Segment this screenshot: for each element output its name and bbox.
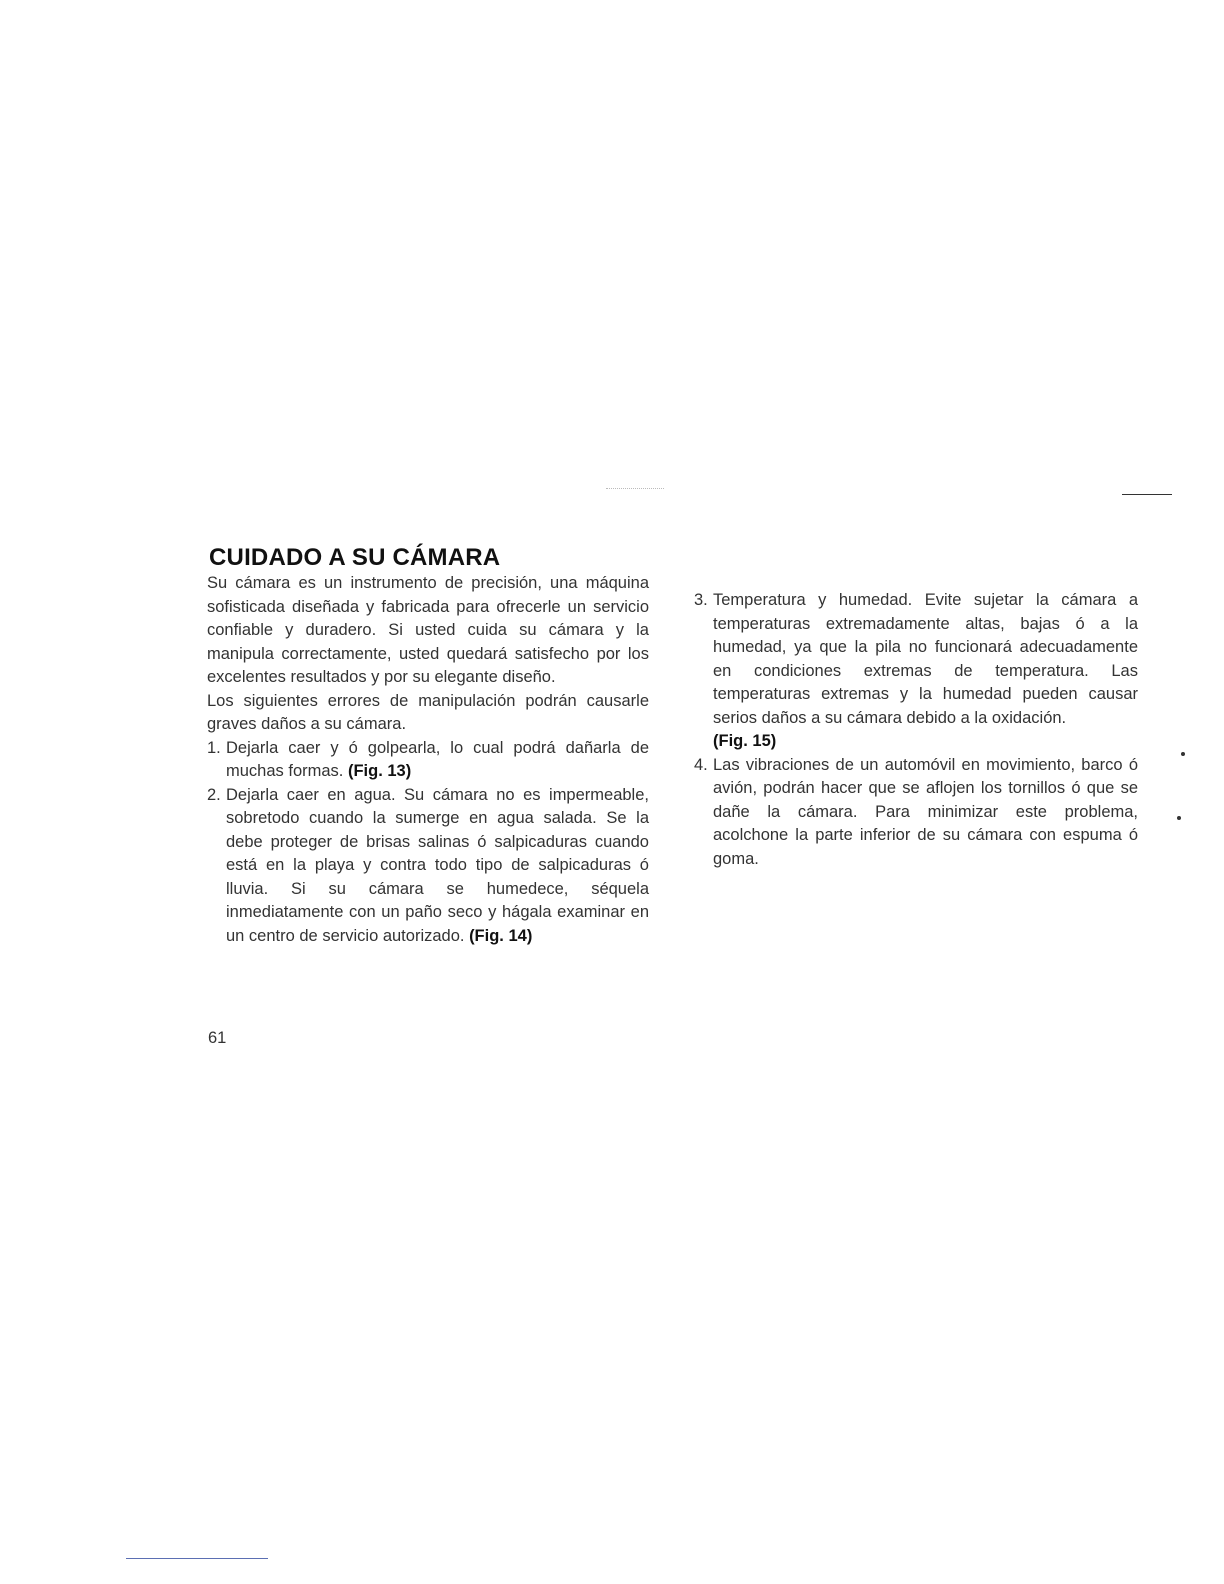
- list-item: [207, 737, 649, 784]
- item-number: 2.: [207, 785, 221, 804]
- left-column: [207, 572, 649, 948]
- item-number: 3.: [694, 591, 708, 609]
- intro-paragraph: Los siguientes errores de manipulación podrán causarle graves daños a su cámara.: [207, 691, 649, 733]
- item-text: Temperatura y humedad. Evite sujetar la cámara a temperaturas extremadamente altas, bajas ó a la humedad, ya que la pila no funcionará adecuadamente en condiciones extremas de temperatura. Las temperaturas extremas y la humedad pueden causar serios daños a su cámara debido a la oxidación.: [713, 591, 1138, 727]
- faint-scan-mark: [606, 488, 664, 490]
- item-text: Las vibraciones de un automóvil en movimiento, barco ó avión, podrán hacer que se aflojen los tornillos ó que se dañe la cámara. Para minimizar este problema, acolchone la parte inferior de su cámara con espuma ó goma.: [713, 755, 1138, 868]
- item-text: Dejarla caer en agua. Su cámara no es impermeable, sobretodo cuando la sumerge en agua salada. Se la debe proteger de brisas salinas ó salpicaduras cuando está en la playa y contra todo tipo de salpicaduras ó lluvia. Si su cámara se humedece, séquela inmediatamente con un paño seco y hágala examinar en un centro de servicio autorizado.: [226, 785, 649, 945]
- scan-speck: [1181, 752, 1185, 756]
- list-item: [207, 784, 649, 949]
- list-item: [694, 589, 1138, 754]
- top-right-rule: [1122, 494, 1172, 495]
- figure-reference: (Fig. 14): [469, 926, 533, 945]
- item-number: 4.: [694, 755, 708, 774]
- figure-reference: (Fig. 15): [713, 732, 777, 750]
- figure-reference: (Fig. 13): [347, 762, 412, 780]
- item-text: Dejarla caer y ó golpearla, lo cual podrá dañarla de muchas formas.: [226, 738, 649, 780]
- item-number: 1.: [207, 738, 221, 757]
- list-item: [694, 754, 1138, 872]
- intro-paragraph: Su cámara es un instrumento de precisión, una máquina sofisticada diseñada y fabricada para ofrecerle un servicio confiable y duradero. Si usted cuida su cámara y la manipula correctamente, usted quedará satisfecho por los excelentes resultados y por su elegante diseño.: [207, 574, 649, 686]
- scan-speck: [1177, 816, 1181, 820]
- right-column: [694, 589, 1138, 871]
- footer-rule: [126, 1558, 268, 1559]
- page-number: 61: [208, 1029, 227, 1047]
- page-title: CUIDADO A SU CÁMARA: [209, 544, 501, 571]
